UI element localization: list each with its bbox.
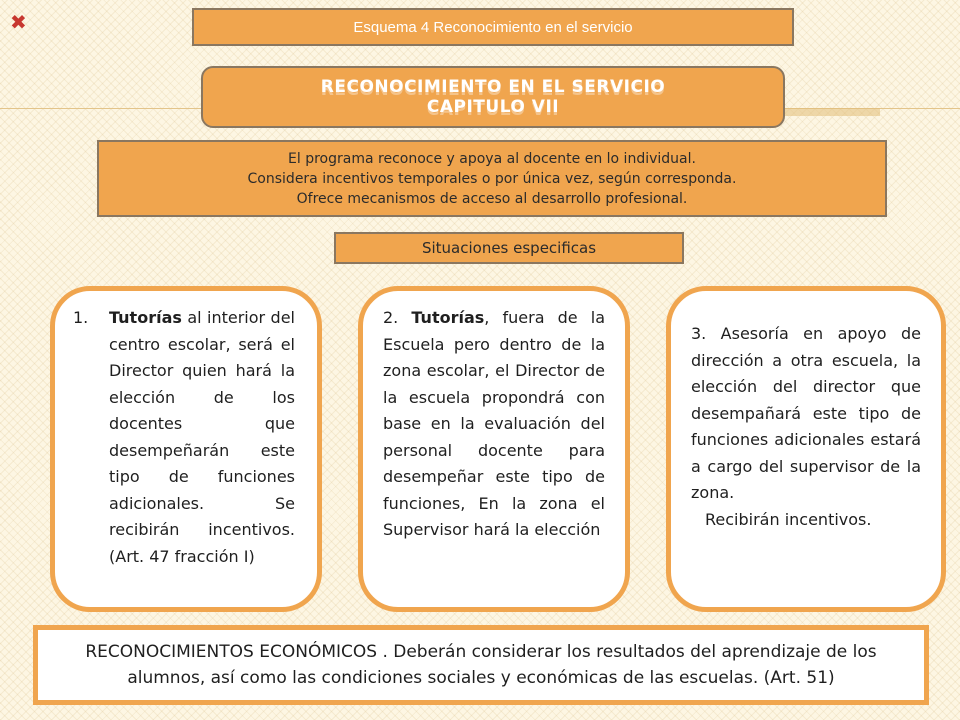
chapter-box bbox=[201, 66, 785, 128]
card-keyword: Tutorías bbox=[109, 308, 182, 327]
card-tutorias-interior bbox=[50, 286, 322, 612]
slide-title-box bbox=[192, 8, 794, 46]
card-text: al interior del centro escolar, será el Director quien hará la elección de los docentes que desempeñarán este tipo de funciones adicionales. Se recibirán incentivos. (Art. 47 fracción I) bbox=[109, 308, 295, 566]
card-body bbox=[109, 305, 295, 570]
description-line: El programa reconoce y apoya al docente en lo individual. bbox=[288, 150, 696, 167]
chapter-subtitle: CAPITULO VII bbox=[426, 97, 560, 117]
program-description-box bbox=[97, 140, 887, 217]
situations-label-box bbox=[334, 232, 684, 264]
card-keyword: Tutorías bbox=[411, 308, 485, 327]
card-incentive-note: Recibirán incentivos. bbox=[705, 509, 872, 529]
chapter-title: RECONOCIMIENTO EN EL SERVICIO bbox=[320, 77, 666, 97]
economic-recognition-box bbox=[33, 625, 929, 705]
card-asesoria bbox=[666, 286, 946, 612]
card-text: 3. Asesoría en apoyo de dirección a otra escuela, la elección del director que desempañará este tipo de funciones adicionales estará a cargo del supervisor de la zona. bbox=[691, 324, 921, 502]
card-number: 2. bbox=[383, 308, 412, 327]
slide-title: Esquema 4 Reconocimiento en el servicio bbox=[353, 18, 633, 36]
description-line: Considera incentivos temporales o por única vez, según corresponda. bbox=[247, 170, 737, 187]
card-text: , fuera de la Escuela pero dentro de la zona escolar, el Director de la escuela propondrá con base en la evaluación del personal docente para desempeñar este tipo de funciones, En la zona el Supervisor hará la elección bbox=[383, 308, 605, 539]
situations-label: Situaciones especificas bbox=[421, 239, 597, 257]
description-line: Ofrece mecanismos de acceso al desarrollo profesional. bbox=[296, 190, 688, 207]
x-mark-icon: ✖ bbox=[10, 10, 27, 34]
card-tutorias-zona bbox=[358, 286, 630, 612]
card-number: 1. bbox=[73, 308, 89, 327]
economic-recognition-text: RECONOCIMIENTOS ECONÓMICOS . Deberán considerar los resultados del aprendizaje de los alumnos, así como las condiciones sociales y económicas de las escuelas. (Art. 51) bbox=[85, 642, 877, 688]
